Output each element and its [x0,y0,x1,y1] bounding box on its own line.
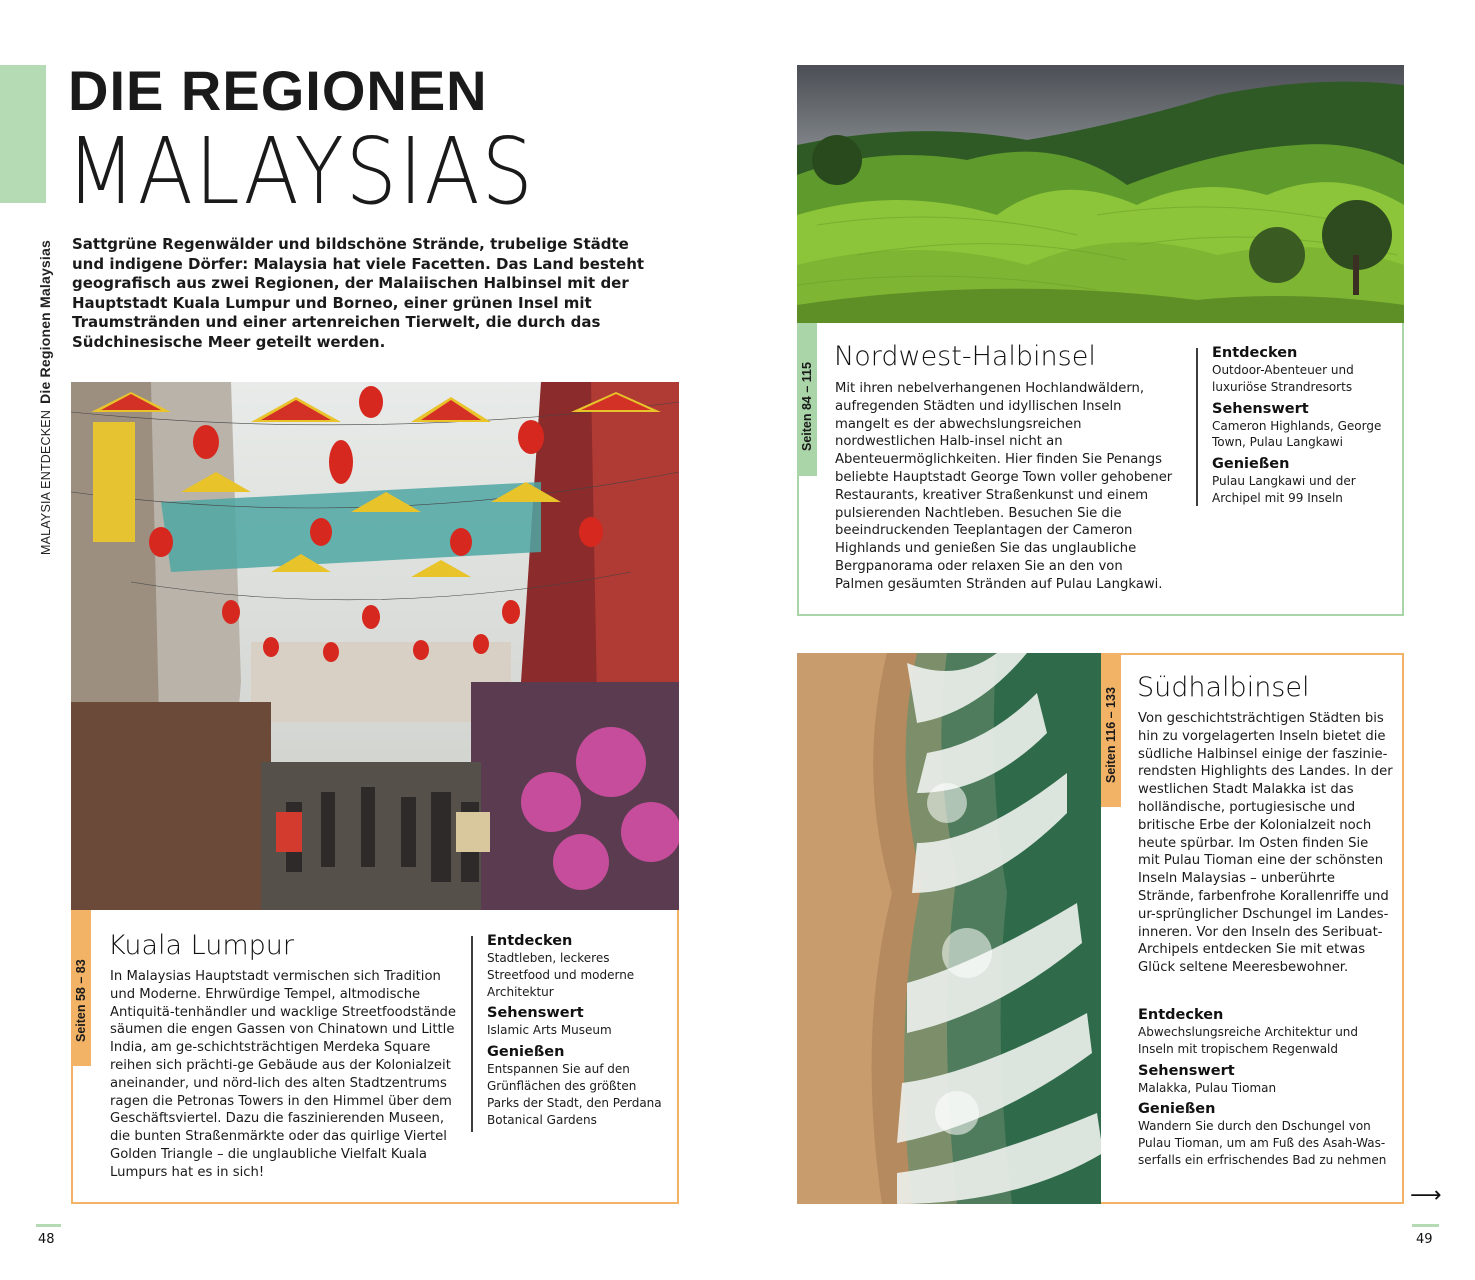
nordwest-text: Mit ihren nebelverhangenen Hochlandwäldern, aufregenden Städten und idyllischen Inseln mangelt es der abwechslungsreichen nordwestlichen Halb-insel nicht an Abenteuermöglichkeiten. Hier finden Sie Penangs beliebte Hauptstadt George Town voller gehobener Restaurants, kreativer Straßenkunst und einem pulsierenden Nachtleben. Besuchen Sie die beeindruckenden Teeplantagen der Cameron Highlands und genießen Sie das unglaubliche Bergpanorama oder relaxen Sie an den von Palmen gesäumten Stränden auf Pulau Langkawi. [835,381,1173,592]
chapter-color-bar [0,65,46,203]
kl-sehenswert-heading: Sehenswert [487,1005,584,1022]
suedhalbinsel-text: Von geschichtsträchtigen Städten bis hin zu vorgelagerten Inseln bietet die südliche Halbinsel einige der faszinie-rendsten Highlights des Landes. In der westlichen Stadt Malakka ist das holländische, portugiesische und britische Erbe der Kolonialzeit noch heute spürbar. Im Osten finden Sie mit Pulau Tioman eine der schönsten Inseln Malaysias – unberührte Strände, farbenfrohe Korallenriffe und ur-sprünglicher Dschungel im Landes-inneren. Vor den Inseln des Seribuat-Archipels entdecken Sie mit etwas Glück seltene Meeresbewohner. [1138,711,1393,976]
arrow-right-icon[interactable]: ⟶ [1410,1183,1442,1208]
nw-geniessen-heading: Genießen [1212,456,1290,473]
kuala-lumpur-title: Kuala Lumpur [108,930,294,961]
page-title-line1: DIE REGIONEN [68,59,488,122]
kuala-lumpur-pages-tab [71,910,91,1066]
page-number-right: 49 [1416,1232,1433,1247]
beach-aerial-photo [797,653,1103,1204]
sued-entdecken-heading: Entdecken [1138,1007,1224,1023]
kl-geniessen-heading: Genießen [487,1044,565,1061]
nw-sehenswert-heading: Sehenswert [1212,400,1309,417]
nordwest-divider [1196,348,1198,506]
page-number-rule-left [36,1224,61,1227]
kl-geniessen-text: Entspannen Sie auf den Grünflächen des größten Parks der Stadt, den Perdana Botanical Gardens [487,1062,662,1127]
sued-sehenswert-text: Malakka, Pulau Tioman [1138,1080,1277,1095]
page-title-line2: MALAYSIAS [66,118,535,225]
sued-geniessen-text: Wandern Sie durch den Dschungel von Pulau Tioman, um am Fuß des Asah-Was-serfalls ein erfrischendes Bad zu nehmen [1138,1119,1387,1167]
kuala-lumpur-highlights [487,932,667,1132]
kl-sehenswert-text: Islamic Arts Museum [487,1023,612,1038]
kuala-lumpur-divider [471,936,473,1132]
suedhalbinsel-title: Südhalbinsel [1137,672,1310,703]
suedhalbinsel-highlights [1138,1006,1394,1173]
nw-sehenswert-text: Cameron Highlands, George Town, Pulau Langkawi [1212,418,1382,450]
page-number-rule-right [1412,1224,1439,1227]
running-header [34,215,56,555]
kl-entdecken-heading: Entdecken [487,933,573,949]
kuala-lumpur-pages: Seiten 58 – 83 [74,959,88,1042]
page-number-left: 48 [38,1232,55,1247]
nw-entdecken-text: Outdoor-Abenteuer und luxuriöse Strandresorts [1212,363,1354,394]
sued-entdecken-text: Abwechslungsreiche Architektur und Inseln mit tropischem Regenwald [1138,1025,1359,1056]
kl-entdecken-text: Stadtleben, leckeres Streetfood und moderne Architektur [487,951,635,999]
nordwest-title: Nordwest-Halbinsel [834,341,1096,372]
section-label: MALAYSIA ENTDECKEN [39,409,53,555]
sued-geniessen-heading: Genießen [1138,1101,1216,1118]
nordwest-pages-tab [797,323,817,476]
chapter-label: Die Regionen Malaysias [37,240,53,404]
nw-entdecken-heading: Entdecken [1212,345,1298,361]
nw-geniessen-text: Pulau Langkawi und der Archipel mit 99 Inseln [1212,474,1356,505]
kuala-lumpur-text: In Malaysias Hauptstadt vermischen sich Tradition und Moderne. Ehrwürdige Tempel, altmodische Antiquitä-tenhändler und wacklige Streetfoodstände säumen die engen Gassen von Chinatown und Little India, am ge-schichtsträchtigen Merdeka Square reihen sich prächti-ge Gebäude aus der Kolonialzeit aneinander, und nörd-lich des alten Stadtzentrums ragen die Petronas Towers in den Himmel über dem Geschäftsviertel. Dazu die faszinierenden Museen, die bunten Straßenmärkte oder das quirlige Viertel Golden Triangle – die unglaubliche Vielfalt Kuala Lumpurs hat es in sich! [110,969,457,1180]
nordwest-highlights [1212,344,1392,511]
suedhalbinsel-pages: Seiten 116 – 133 [1104,687,1118,783]
cameron-highlands-photo [797,65,1404,325]
suedhalbinsel-pages-tab [1101,653,1121,807]
intro-paragraph: Sattgrüne Regenwälder und bildschöne Strände, trubelige Städte und indigene Dörfer: Malaysia hat viele Facetten. Das Land besteht geografisch aus zwei Regionen, der Malaiischen Halbinsel mit der Hauptstadt Kuala Lumpur und Borneo, einer grünen Insel mit Traumstränden und einer artenreichen Tierwelt, die durch das Südchinesische Meer geteilt werden. [72,235,645,351]
kuala-lumpur-photo [71,382,679,912]
sued-sehenswert-heading: Sehenswert [1138,1062,1235,1079]
nordwest-pages: Seiten 84 – 115 [800,362,814,451]
